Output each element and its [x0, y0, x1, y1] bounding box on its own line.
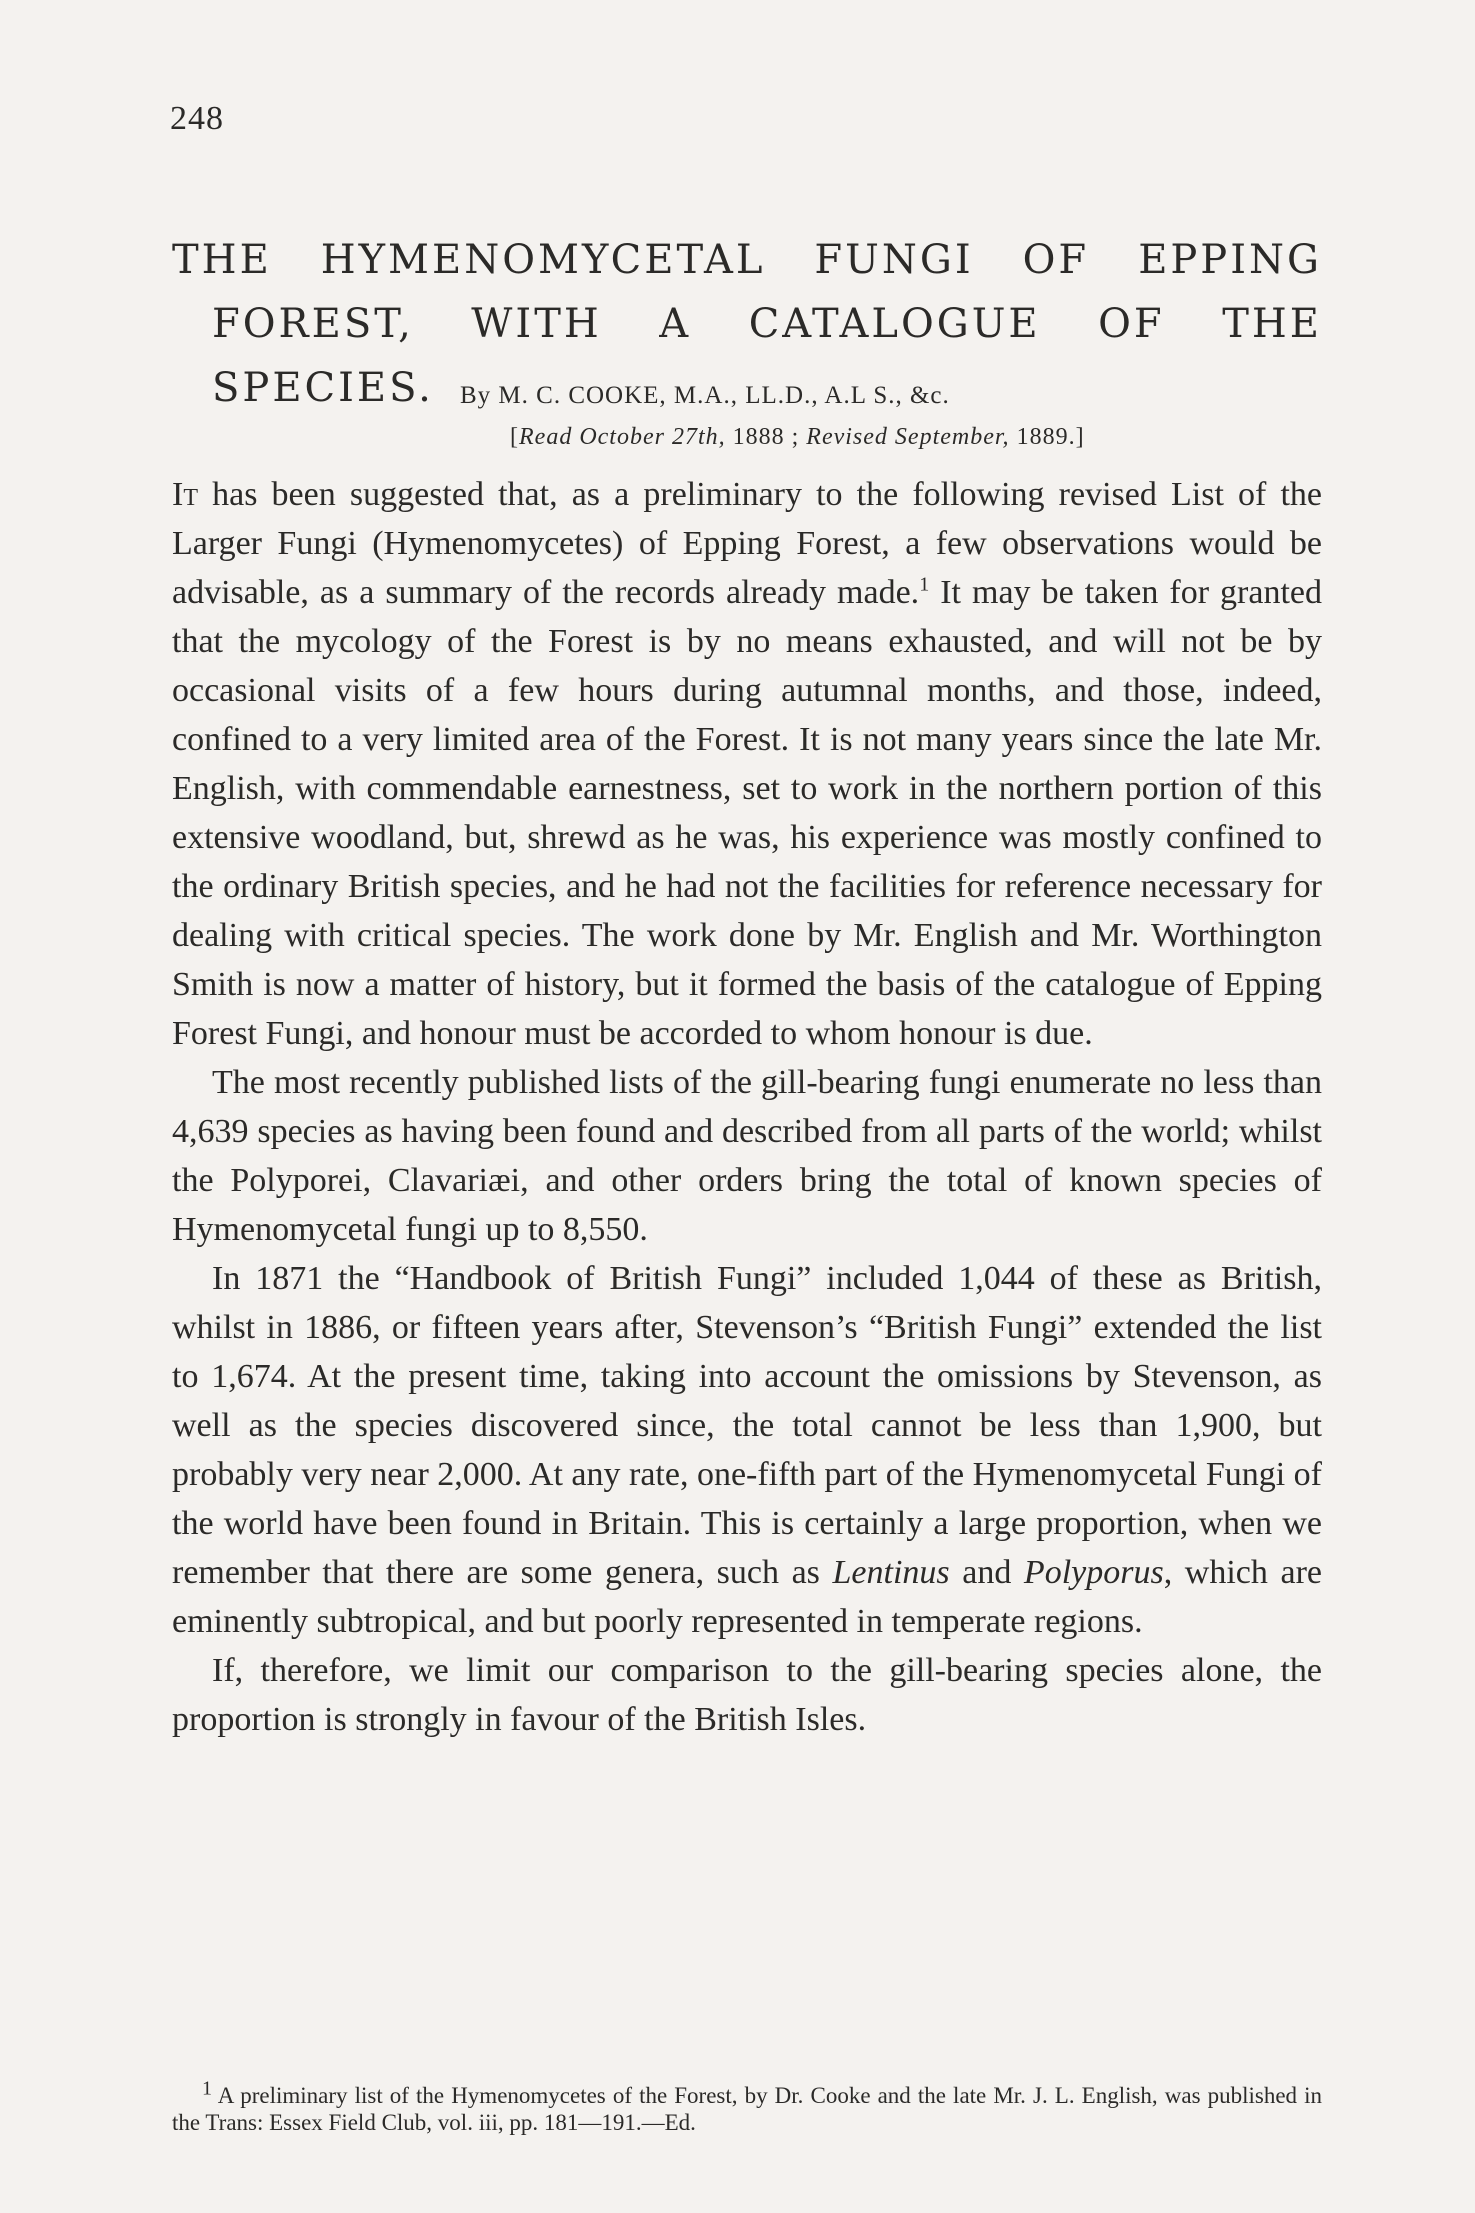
paragraph-2: The most recently published lists of the gill-bearing fungi enumerate no less than 4,639 species as having been found and described from all parts of the world; whilst the Polyporei, Clavariæi, and other orders bring the total of known species of Hymenomycetal fungi up to 8,550. [172, 1064, 1322, 1248]
drop-word: It [172, 476, 198, 513]
paragraph-text: has been suggested that, as a preliminary to the following revised List of the Larger Fungi (Hymenomycetes) of Epping Forest, a few observations would be advisable, as a summary of the records already made. [172, 476, 1322, 611]
read-revised-dates [510, 424, 1085, 451]
title-word: THE [1222, 301, 1322, 347]
revised-label: Revised September, [806, 424, 1010, 450]
footnote [172, 2077, 1322, 2136]
paragraph-text: In 1871 the “Handbook of British Fungi” included 1,044 of these as British, whilst in 1886, or fifteen years after, Stevenson’s “British Fungi” extended the list to 1,674. At the present time, taking into account the omissions by Stevenson, as well as the species discovered since, the total cannot be less than 1,900, but probably very near 2,000. At any rate, one-fifth part of the Hymenomycetal Fungi of the world have been found in Britain. This is certainly a large proportion, when we remember that there are some genera, such as [172, 1260, 1322, 1591]
title-word: CATALOGUE [748, 301, 1041, 347]
paragraph-1 [172, 470, 1322, 1058]
title-word: HYMENOMYCETAL [320, 237, 766, 283]
read-year: 1888 ; [725, 424, 807, 450]
title-line-2 [172, 292, 1322, 356]
author-byline: By M. C. COOKE, M.A., LL.D., A.L S., &c. [460, 382, 950, 409]
revised-year: 1889.] [1009, 424, 1085, 450]
title-word: THE [172, 237, 272, 283]
title-word: FUNGI [814, 237, 974, 283]
paragraph-3 [172, 1254, 1322, 1646]
paragraph-text: It may be taken for granted that the mycology of the Forest is by no means exhausted, and will not be by occasional visits of a few hours during autumnal months, and those, indeed, confined to a very limited area of the Forest. It is not many years since the late Mr. English, with commendable earnestness, set to work in the northern portion of this extensive woodland, but, shrewd as he was, his experience was mostly confined to the ordinary British species, and he had not the facilities for reference necessary for dealing with critical species. The work done by Mr. English and Mr. Worthington Smith is now a matter of history, but it formed the basis of the catalogue of Epping Forest Fungi, and honour must be accorded to whom honour is due. [172, 574, 1322, 1052]
genus-name: Polyporus [1023, 1554, 1164, 1591]
paragraph-4: If, therefore, we limit our comparison to the gill-bearing species alone, the proportion is strongly in favour of the British Isles. [172, 1652, 1322, 1738]
footnote-reference[interactable]: 1 [919, 573, 930, 596]
read-label: Read October 27th, [519, 424, 726, 450]
title-word: A [659, 301, 692, 347]
title-line-1 [172, 228, 1322, 292]
genus-name: Lentinus [832, 1554, 950, 1591]
page-number: 248 [170, 100, 224, 137]
title-word: FOREST, [212, 301, 414, 347]
article-body [172, 470, 1322, 1744]
title-word: EPPING [1138, 237, 1322, 283]
footnote-text [172, 2077, 1322, 2136]
title-line-3: SPECIES. [212, 365, 434, 411]
paragraph-text: , which are eminently subtropical, and but poorly represented in temperate regions. [172, 1554, 1322, 1640]
title-word: WITH [471, 301, 602, 347]
title-word: OF [1098, 301, 1165, 347]
title-word: OF [1022, 237, 1090, 283]
footnote-body: A preliminary list of the Hymenomycetes of the Forest, by Dr. Cooke and the late Mr. J. L. English, was published in the Trans: Essex Field Club, vol. iii, pp. 181—191.—Ed. [172, 2083, 1322, 2135]
paragraph-text: and [949, 1554, 1024, 1591]
bracket-open: [ [510, 424, 519, 450]
footnote-marker: 1 [202, 2077, 212, 2100]
